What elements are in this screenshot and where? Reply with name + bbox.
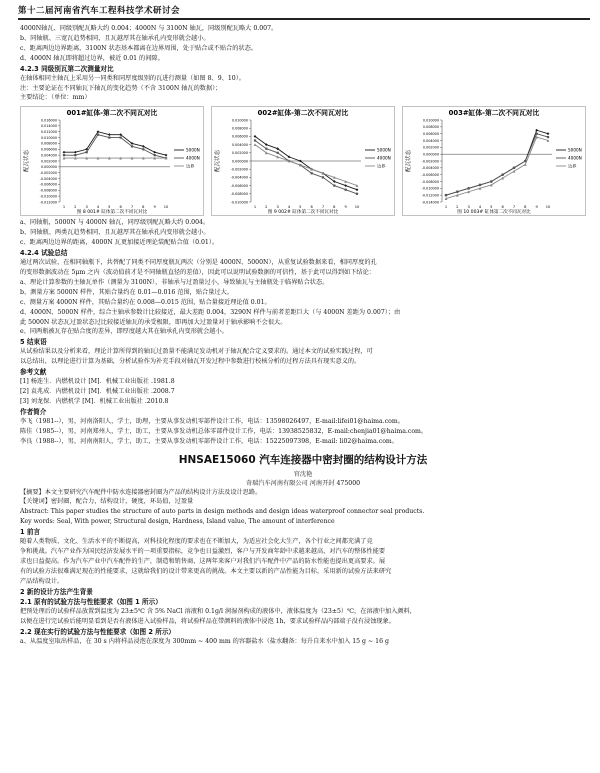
y-tick-label: -0.010000	[230, 200, 248, 205]
data-point	[468, 188, 470, 190]
x-tick-label: 1	[62, 205, 66, 210]
data-point	[345, 189, 347, 191]
x-tick-label: 6	[501, 205, 504, 210]
chart-caption: 图 8 001# 缸体第二次不同瓦对比	[76, 210, 148, 216]
x-tick-label: 2	[265, 205, 268, 210]
body-line: 争和挑战。汽车产业作为国民经济发展水平的一项重要指标，竞争也日益激烈，客户与开发商年龄中求越来越高，对汽车的整体性能要	[20, 548, 386, 556]
chart-caption: 图 10 003# 缸体第二次不同瓦对比	[457, 210, 531, 216]
y-tick-label: -0.006000	[230, 184, 248, 189]
x-tick-label: 6	[119, 205, 122, 210]
section-heading: 1 前言	[20, 528, 41, 537]
y-tick-label: 0.010000	[422, 118, 439, 123]
data-point	[333, 185, 335, 187]
y-tick-label: 0.006000	[422, 132, 439, 137]
intro-line: 4000N轴瓦、同级别配瓦略大约 0.004；4000N 与 3100N 轴瓦，同级别配瓦略大 0.007。	[20, 25, 278, 32]
data-point	[108, 137, 110, 139]
x-tick-label: 1	[253, 205, 257, 210]
section-heading: 5 结束语	[20, 338, 47, 347]
data-point	[142, 149, 144, 151]
y-tick-label: 0.006000	[40, 147, 57, 152]
x-tick-label: 8	[142, 205, 145, 210]
x-tick-label: 7	[130, 205, 134, 210]
article-affiliation: 奇瑞汽车河南有限公司 河南开封 475000	[245, 479, 361, 487]
body-line: 把预处理后的试验样品放置到温度为 23±5℃ 含 5% NaCl 溶液和 0.1g/l 润湿剂构成的液体中，液体温度为（23±5）℃，在溶液中加入颜料，	[20, 607, 416, 615]
x-tick-label: 5	[299, 205, 302, 210]
page-content	[20, 24, 586, 646]
y-tick-label: -0.004000	[39, 177, 57, 182]
reference-item: [1] 杨连生．内燃机设计 [M]．机械工业出版社 .1981.8	[20, 378, 175, 386]
body-line: d、4000N、5000N 样件，综合主轴承参数计比较接近，最大差距 0.004，3290N 样件与前者差距巨大（与 4000N 差距为 0.007）；由	[20, 308, 401, 316]
abstract-cn: 【摘要】本文主要研究汽车配件中防水连接器密封圈为产品的结构设计方法及设计思路。	[20, 488, 262, 496]
article-title: HNSAE15060 汽车连接器中密封圈的结构设计方法	[178, 453, 428, 466]
y-tick-label: -0.006000	[39, 183, 57, 188]
section-heading: 2 新的设计方法产生背景	[20, 587, 93, 596]
chart-001-svg	[20, 106, 204, 216]
x-tick-label: 9	[153, 205, 156, 210]
y-tick-label: -0.002000	[421, 159, 439, 164]
chart-ylabel: 配瓦状态	[215, 150, 221, 173]
body-line: e、同两瓶被瓦存在贴合度的差异，即厚度越大其在轴承孔内变形就会越小。	[20, 328, 228, 336]
x-tick-label: 3	[85, 205, 88, 210]
chart-ylabel: 配瓦状态	[406, 150, 412, 173]
keywords-cn: 【关键词】密封圈，配合力，结构设计，硬度，环岛值，过盈量	[20, 498, 194, 506]
y-tick-label: 0.004000	[40, 153, 57, 158]
chart-003	[402, 106, 586, 216]
y-tick-label: -0.010000	[421, 186, 439, 191]
author-item: 李飞（1981--），男，河南洛阳人，学士，助理，主要从事发动机零部件设计工作，电话：13598026497，E-mail:lifei01@haima.com。	[20, 417, 404, 425]
chart-title: 002#缸体-第二次不同瓦对比	[257, 109, 349, 118]
y-tick-label: 0.004000	[422, 139, 439, 144]
body-line: 通过两次试验，在相同轴瓶下，共替配了同类不同厚度瓶瓦两次（分别是 4000N、5000N），从重复试验数据来看，相同厚度的孔	[20, 259, 377, 267]
y-tick-label: -0.004000	[230, 176, 248, 181]
y-tick-label: 0.000000	[40, 165, 57, 170]
x-tick-label: 8	[524, 205, 527, 210]
data-point	[513, 167, 515, 169]
body-line: a、从温度室取出样品，在 30 s 内将样品浸泡在深度为 300mm ~ 400 mm 的容器盐水（盐水翻备：每升自来水中加入 15 g ~ 16 g	[20, 637, 389, 645]
body-line: 以总结出，以理论进行计算为基础，分析试验作为补充手段对轴瓦开发过程中参数进行校核分析的过程方法具有现实意义的。	[20, 358, 361, 366]
y-tick-label: -0.008000	[230, 192, 248, 197]
data-point	[536, 133, 538, 135]
legend-label: 4000N	[377, 155, 391, 161]
data-point	[311, 173, 313, 175]
data-point	[479, 184, 481, 186]
data-point	[63, 154, 65, 156]
body-line: c、测量方案 4000N 样件，其贴合量约在 0.008—0.015 范围，贴合量接近理论值 0.01。	[20, 298, 271, 306]
legend-label: 4000N	[186, 155, 200, 161]
chart-ylabel: 配瓦状态	[24, 150, 30, 173]
body-line: 以便在进行完试验后能明显看到是否有液体进入试验样品，将试验样品在带颜料的液体中浸泡 1h，要求试验样品内部端子没有浸蚀现象。	[20, 617, 395, 625]
body-line: 产品结构设计。	[20, 577, 64, 585]
chart-002	[211, 106, 395, 216]
body-line: 有的试验方法很难满足现在的性能要求，这就给我们的设计带来更高的挑战。本文主要以新的产品性能为目标，采用新的试验方法来研究	[20, 567, 392, 575]
x-tick-label: 10	[163, 205, 169, 210]
x-tick-label: 4	[478, 205, 482, 210]
legend-label: 5000N	[186, 147, 200, 153]
y-tick-label: 0.002000	[40, 159, 57, 164]
body-line: 求也日益提高。作为汽车产业中汽车配件的生产，制造和销售商，这两年来客户对我们汽车配件中产品的防水性能也提出更高要求。展	[20, 558, 386, 565]
y-tick-label: 0.016000	[40, 118, 57, 123]
chart-003-svg	[402, 106, 586, 216]
subsection-heading: 2.2 现在实行的试验方法与性能要求（如图 2 所示）	[20, 627, 176, 636]
legend-label: 边界	[377, 163, 386, 169]
legend-label: 5000N	[377, 147, 391, 153]
section-heading: 4.2.3 同级别瓦第二次测量对比	[20, 64, 114, 73]
x-tick-label: 9	[535, 205, 538, 210]
x-tick-label: 3	[467, 205, 470, 210]
body-line: 注：主要论证在不同轴瓦下轴瓦的变化趋势（不含 3100N 轴瓦的数据）；	[20, 84, 222, 92]
data-point	[265, 148, 267, 150]
body-line: 随着人类物质、文化、生活水平的不断提高，对科技化程度的要求也在不断加大，为适应社会化大生产，各个行业之间都充满了竞	[20, 538, 373, 546]
data-point	[120, 137, 122, 139]
y-tick-label: 0.000000	[231, 159, 248, 164]
x-tick-label: 3	[276, 205, 279, 210]
legend-label: 4000N	[568, 155, 582, 161]
body-line: 的变形数据波动在 5μm 之内（波动值前才是不同轴瓶直径的差值），因此可以说明试验数据的可信性，基于此可以得到如下结论：	[20, 268, 375, 276]
authors-heading: 作者简介	[20, 407, 47, 416]
chart-title: 001#缸体-第二次不同瓦对比	[66, 109, 158, 118]
abstract-en: Abstract: This paper studies the structure of auto parts in design methods and design ideas waterproof connector seal products.	[20, 508, 425, 516]
y-tick-label: -0.004000	[421, 166, 439, 171]
body-line: 在轴体相同主轴瓦上采用另一同类和同厚度级别的瓦进行测量（如图 8、9、10）。	[20, 74, 245, 82]
chart-002-svg	[211, 106, 395, 216]
x-tick-label: 4	[287, 205, 291, 210]
data-point	[445, 194, 447, 196]
article-author: 官沈艳	[293, 470, 313, 478]
body-line: a、理论计算参数的主轴瓦单作（测量为 3100N），非轴承与过盈量过小，导致轴瓦与主轴瓶处于临界贴合状态。	[20, 278, 329, 286]
y-tick-label: 0.014000	[40, 124, 57, 129]
y-tick-label: -0.002000	[230, 167, 248, 172]
x-tick-label: 10	[545, 205, 551, 210]
x-tick-label: 5	[490, 205, 493, 210]
y-tick-label: 0.008000	[231, 126, 248, 131]
y-tick-label: 0.010000	[231, 118, 248, 123]
data-point	[322, 177, 324, 179]
x-tick-label: 6	[310, 205, 313, 210]
x-tick-label: 9	[344, 205, 347, 210]
result-line: c、距离两边边界的距离，4000N 瓦更加接近理论装配贴合值（0.01）。	[20, 239, 219, 247]
data-point	[356, 193, 358, 195]
y-tick-label: -0.006000	[421, 173, 439, 178]
y-tick-label: -0.012000	[39, 200, 57, 205]
data-point	[254, 140, 256, 142]
data-point	[456, 191, 458, 193]
chart-caption: 图 9 002# 缸体第二次不同瓦对比	[267, 210, 339, 216]
y-tick-label: -0.010000	[39, 194, 57, 199]
y-tick-label: 0.002000	[422, 145, 439, 150]
y-tick-label: -0.012000	[421, 193, 439, 198]
section-heading: 4.2.4 试验总结	[20, 249, 68, 258]
chart-title: 003#缸体-第二次不同瓦对比	[448, 109, 540, 118]
data-point	[97, 134, 99, 136]
x-tick-label: 5	[108, 205, 111, 210]
chart-row	[20, 106, 586, 216]
y-tick-label: 0.012000	[40, 130, 57, 135]
y-tick-label: 0.006000	[231, 135, 248, 140]
x-tick-label: 1	[444, 205, 448, 210]
reference-item: [2] 袁兆成．内燃机设计 [M]．机械工业出版社 .2008.7	[20, 388, 175, 396]
x-tick-label: 10	[354, 205, 360, 210]
chart-001	[20, 106, 204, 216]
x-tick-label: 8	[333, 205, 336, 210]
body-line: b、测量方案 5000N 样件，其贴合量约在 0.01—0.016 范围，贴合量过大。	[20, 288, 233, 296]
intro-line: b、同轴瓶、三宽瓦趋势相同，且瓦越厚其在轴承孔内变形就会越小。	[20, 34, 210, 42]
y-tick-label: -0.008000	[39, 188, 57, 193]
author-item: 陈佳（1985--），男，河南郑州人，学士，助工，主要从事发动机总体零部件设计工作，电话：13938525832，E-mail:chenjia01@haima.com。	[20, 427, 428, 435]
y-tick-label: 0.008000	[40, 142, 57, 147]
subsection-heading: 2.1 原有的试验方法与性能要求（如图 1 所示）	[20, 597, 162, 606]
body-line: 从试验结果以及分析来看，理论计算所得到的轴瓦过盈量不能满足发动机对于轴瓦配合定义要求的。通过本文的试验实践过程，可	[20, 348, 373, 356]
intro-line: c、距离两边边界距离，3100N 状态基本都离在边界周围，处于贴合或不贴合的状态。	[20, 44, 257, 52]
legend-label: 边界	[568, 163, 577, 169]
x-tick-label: 2	[74, 205, 77, 210]
reference-item: [3] 刘龙保．内燃机学 [M]．机械工业出版社 .2010.8	[20, 397, 169, 405]
author-item: 李良（1988--），男，河南南阳人，学士，助工，主要从事发动机零部件设计工作，电话：15225097398，E-mail: li02@haima.com。	[20, 437, 398, 445]
references-heading: 参考文献	[20, 368, 47, 377]
y-tick-label: 0.008000	[422, 125, 439, 130]
x-tick-label: 4	[96, 205, 100, 210]
x-tick-label: 7	[512, 205, 516, 210]
data-point	[86, 151, 88, 153]
result-line: b、同轴瓶、两类瓦趋势相同，且瓦越厚其在轴承孔内变形就会越小。	[20, 229, 210, 237]
intro-line: d、4000N 轴瓦即将超过边界，被近 0.01 的间隙。	[20, 54, 164, 62]
legend-label: 5000N	[568, 147, 582, 153]
data-point	[547, 136, 549, 138]
y-tick-label: -0.002000	[39, 171, 57, 176]
y-tick-label: 0.002000	[231, 151, 248, 156]
data-point	[131, 146, 133, 148]
y-tick-label: 0.004000	[231, 143, 248, 148]
keywords-en: Key words: Seal, With power, Structural design, Hardness, Island value, The amount of interference	[20, 518, 335, 526]
x-tick-label: 2	[456, 205, 459, 210]
data-point	[277, 152, 279, 154]
data-point	[490, 181, 492, 183]
y-tick-label: 0.000000	[422, 152, 439, 157]
legend-label: 边界	[186, 163, 195, 169]
data-point	[154, 154, 156, 156]
y-tick-label: 0.010000	[40, 136, 57, 141]
data-point	[502, 174, 504, 176]
running-header: 第十二届河南省汽车工程科技学术研讨会	[18, 4, 590, 20]
result-line: a、同轴瓶，5000N 与 4000N 轴瓦，同厚级别配瓦略大约 0.004。	[20, 219, 210, 227]
data-point	[74, 154, 76, 156]
y-tick-label: -0.014000	[421, 200, 439, 205]
y-tick-label: -0.008000	[421, 180, 439, 185]
body-line: 此 5000N 状态瓦过盈状态过比较接近轴瓦的承受极限，即再加大过盈量对于轴承影响不会很大。	[20, 318, 287, 326]
x-tick-label: 7	[321, 205, 325, 210]
body-line: 主要结论：（单位：mm）	[20, 94, 91, 102]
